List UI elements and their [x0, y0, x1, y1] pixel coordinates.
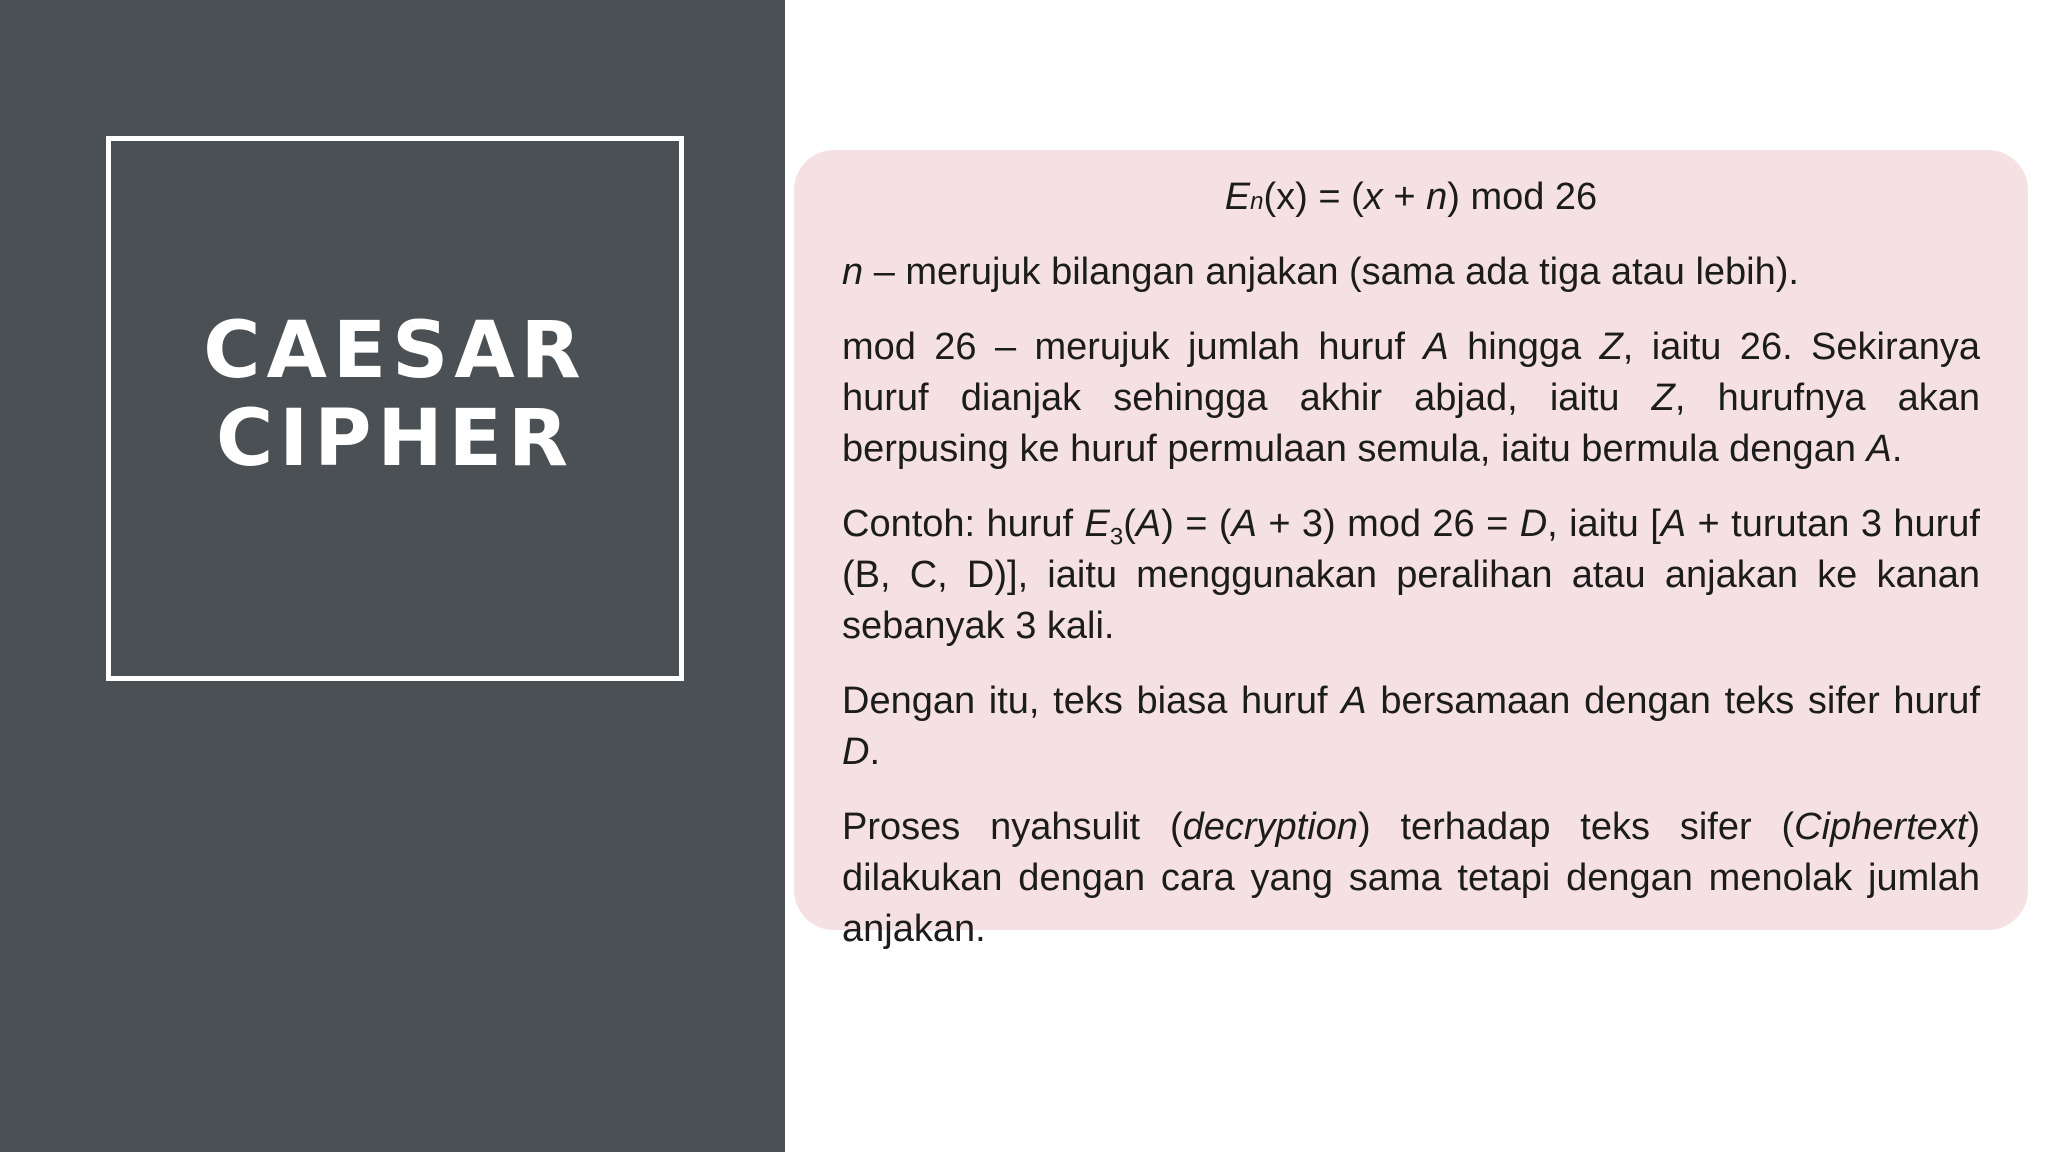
p3-var-a: A — [1135, 503, 1162, 545]
formula-subscript: n — [1250, 188, 1264, 215]
p5-term-decryption: decryption — [1182, 806, 1358, 848]
p4-text-2: bersamaan dengan teks sifer huruf — [1366, 680, 1980, 722]
formula-plus: + — [1382, 176, 1427, 218]
p3-text-1: Contoh: huruf — [842, 503, 1085, 545]
slide-title — [203, 307, 587, 483]
p3-var-a2: A — [1231, 503, 1257, 545]
formula-equals: = ( — [1307, 176, 1364, 218]
p3-text-5: , iaitu [ — [1547, 503, 1661, 545]
p5-text-2: ) terhadap teks sifer ( — [1357, 806, 1795, 848]
p5-text-3: ) dilakukan dengan cara yang sama tetapi dengan menolak jumlah anjakan. — [842, 806, 1980, 950]
formula-mod: ) mod 26 — [1447, 176, 1598, 218]
title-line-1: CAESAR — [203, 305, 587, 396]
p2-text-3: , iaitu 26. Sekiranya huruf dianjak sehingga akhir abjad, iaitu — [842, 326, 1980, 419]
p1-text: – merujuk bilangan anjakan (sama ada tiga atau lebih). — [863, 251, 1799, 293]
p2-var-z: Z — [1599, 326, 1623, 368]
formula-x: x — [1363, 176, 1383, 218]
p4-text-1: Dengan itu, teks biasa huruf — [842, 680, 1342, 722]
p3-var-e: E — [1084, 503, 1110, 545]
p4-var-a: A — [1341, 680, 1367, 722]
p3-text-2: ( — [1123, 503, 1136, 545]
p2-var-a: A — [1423, 326, 1449, 368]
title-panel — [0, 0, 785, 1152]
p4-var-d: D — [842, 731, 870, 773]
formula-function: E — [1224, 176, 1251, 218]
p3-text-6: + turutan 3 huruf (B, C, D)], iaitu menggunakan peralihan atau anjakan ke kanan sebanyak 3 kali. — [842, 503, 1980, 647]
p5-term-ciphertext: Ciphertext — [1794, 806, 1968, 848]
paragraph-decryption — [842, 802, 1980, 955]
p2-var-a2: A — [1866, 428, 1892, 470]
p2-text-4: , hurufnya akan berpusing ke huruf permulaan semula, iaitu bermula dengan — [842, 377, 1980, 470]
p5-text-1: Proses nyahsulit ( — [842, 806, 1183, 848]
paragraph-mod-definition — [842, 322, 1980, 475]
title-frame — [106, 136, 684, 681]
var-n: n — [842, 251, 864, 293]
p3-text-3: ) = ( — [1161, 503, 1232, 545]
p2-text-2: hingga — [1448, 326, 1600, 368]
formula-n: n — [1426, 176, 1448, 218]
formula — [842, 172, 1980, 227]
title-line-2: CIPHER — [215, 393, 575, 484]
content-box — [794, 150, 2028, 950]
p3-var-d: D — [1519, 503, 1548, 545]
p3-var-a3: A — [1660, 503, 1687, 545]
paragraph-example — [842, 499, 1980, 652]
p3-text-4: + 3) mod 26 = — [1256, 503, 1520, 545]
formula-argument: (x) — [1263, 176, 1308, 218]
p2-text-5: . — [1891, 428, 1903, 470]
p4-text-3: . — [869, 731, 881, 773]
p2-text-1: mod 26 – merujuk jumlah huruf — [842, 326, 1424, 368]
p2-var-z2: Z — [1651, 377, 1675, 419]
p3-subscript: 3 — [1109, 523, 1124, 551]
paragraph-plaintext-ciphertext — [842, 676, 1980, 778]
paragraph-n-definition — [842, 247, 1980, 298]
